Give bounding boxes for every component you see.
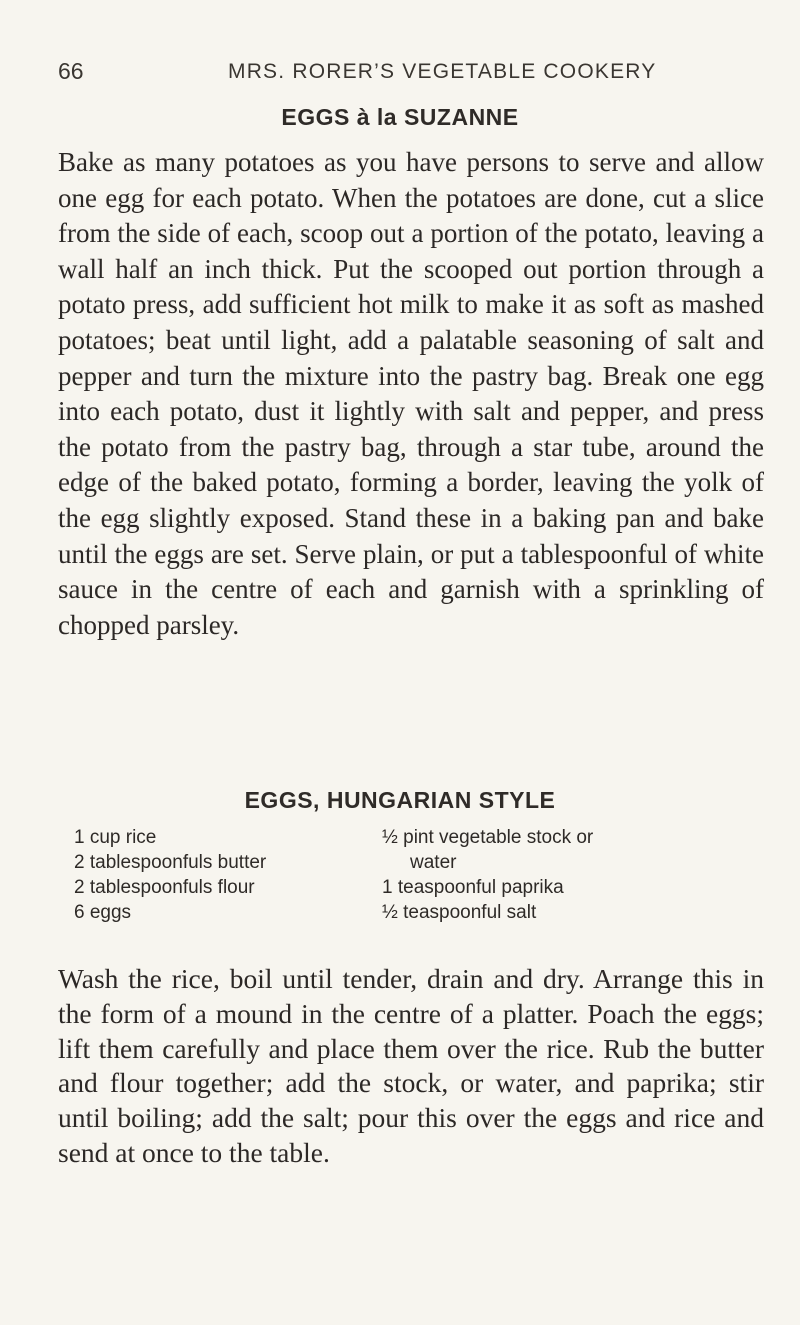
- page-number: 66: [58, 58, 84, 84]
- recipe-body-eggs-hungarian: Wash the rice, boil until tender, drain and dry. Arrange this in the form of a mound in the centre of a platter. Poach the eggs; lift them carefully and place them over the rice. Rub the butter and flour together; add the stock, or water, and paprika; stir until boiling; add the salt; pour this over the eggs and rice and send at once to the table.: [58, 963, 764, 1168]
- ingredient-column-right: [382, 825, 774, 925]
- ingredient-item: 1 cup rice: [74, 827, 157, 848]
- ingredient-item: ½ teaspoonful salt: [382, 902, 537, 923]
- recipe-body-eggs-suzanne: Bake as many potatoes as you have persons to serve and allow one egg for each potato. When the potatoes are done, cut a slice from the side of each, scoop out a portion of the potato, leaving a wall half an inch thick. Put the scooped out portion through a potato press, add sufficient hot milk to make it as soft as mashed potatoes; beat until light, add a palatable seasoning of salt and pepper and turn the mixture into the pastry bag. Break one egg into each potato, dust it lightly with salt and pepper, and press the potato from the pastry bag, through a star tube, around the edge of the baked potato, forming a border, leaving the yolk of the egg slightly exposed. Stand these in a baking pan and bake until the eggs are set. Serve plain, or put a tablespoonful of white sauce in the centre of each and garnish with a sprinkling of chopped parsley.: [58, 147, 764, 640]
- ingredient-item: 2 tablespoonfuls butter: [74, 852, 267, 873]
- recipe-title-eggs-hungarian: EGGS, HUNGARIAN STYLE: [244, 787, 556, 813]
- ingredient-list: [74, 825, 774, 955]
- running-head: MRS. RORER’S VEGETABLE COOKERY: [228, 60, 657, 83]
- ingredient-item: 6 eggs: [74, 902, 132, 923]
- page-header: [58, 52, 758, 92]
- ingredient-item: ½ pint vegetable stock or: [382, 827, 594, 848]
- recipe-title-eggs-suzanne: EGGS à la SUZANNE: [281, 104, 519, 130]
- ingredient-column-left: [74, 825, 364, 925]
- ingredient-item: 1 teaspoonful paprika: [382, 877, 564, 898]
- ingredient-item-continuation: water: [410, 852, 457, 873]
- ingredient-item: 2 tablespoonfuls flour: [74, 877, 255, 898]
